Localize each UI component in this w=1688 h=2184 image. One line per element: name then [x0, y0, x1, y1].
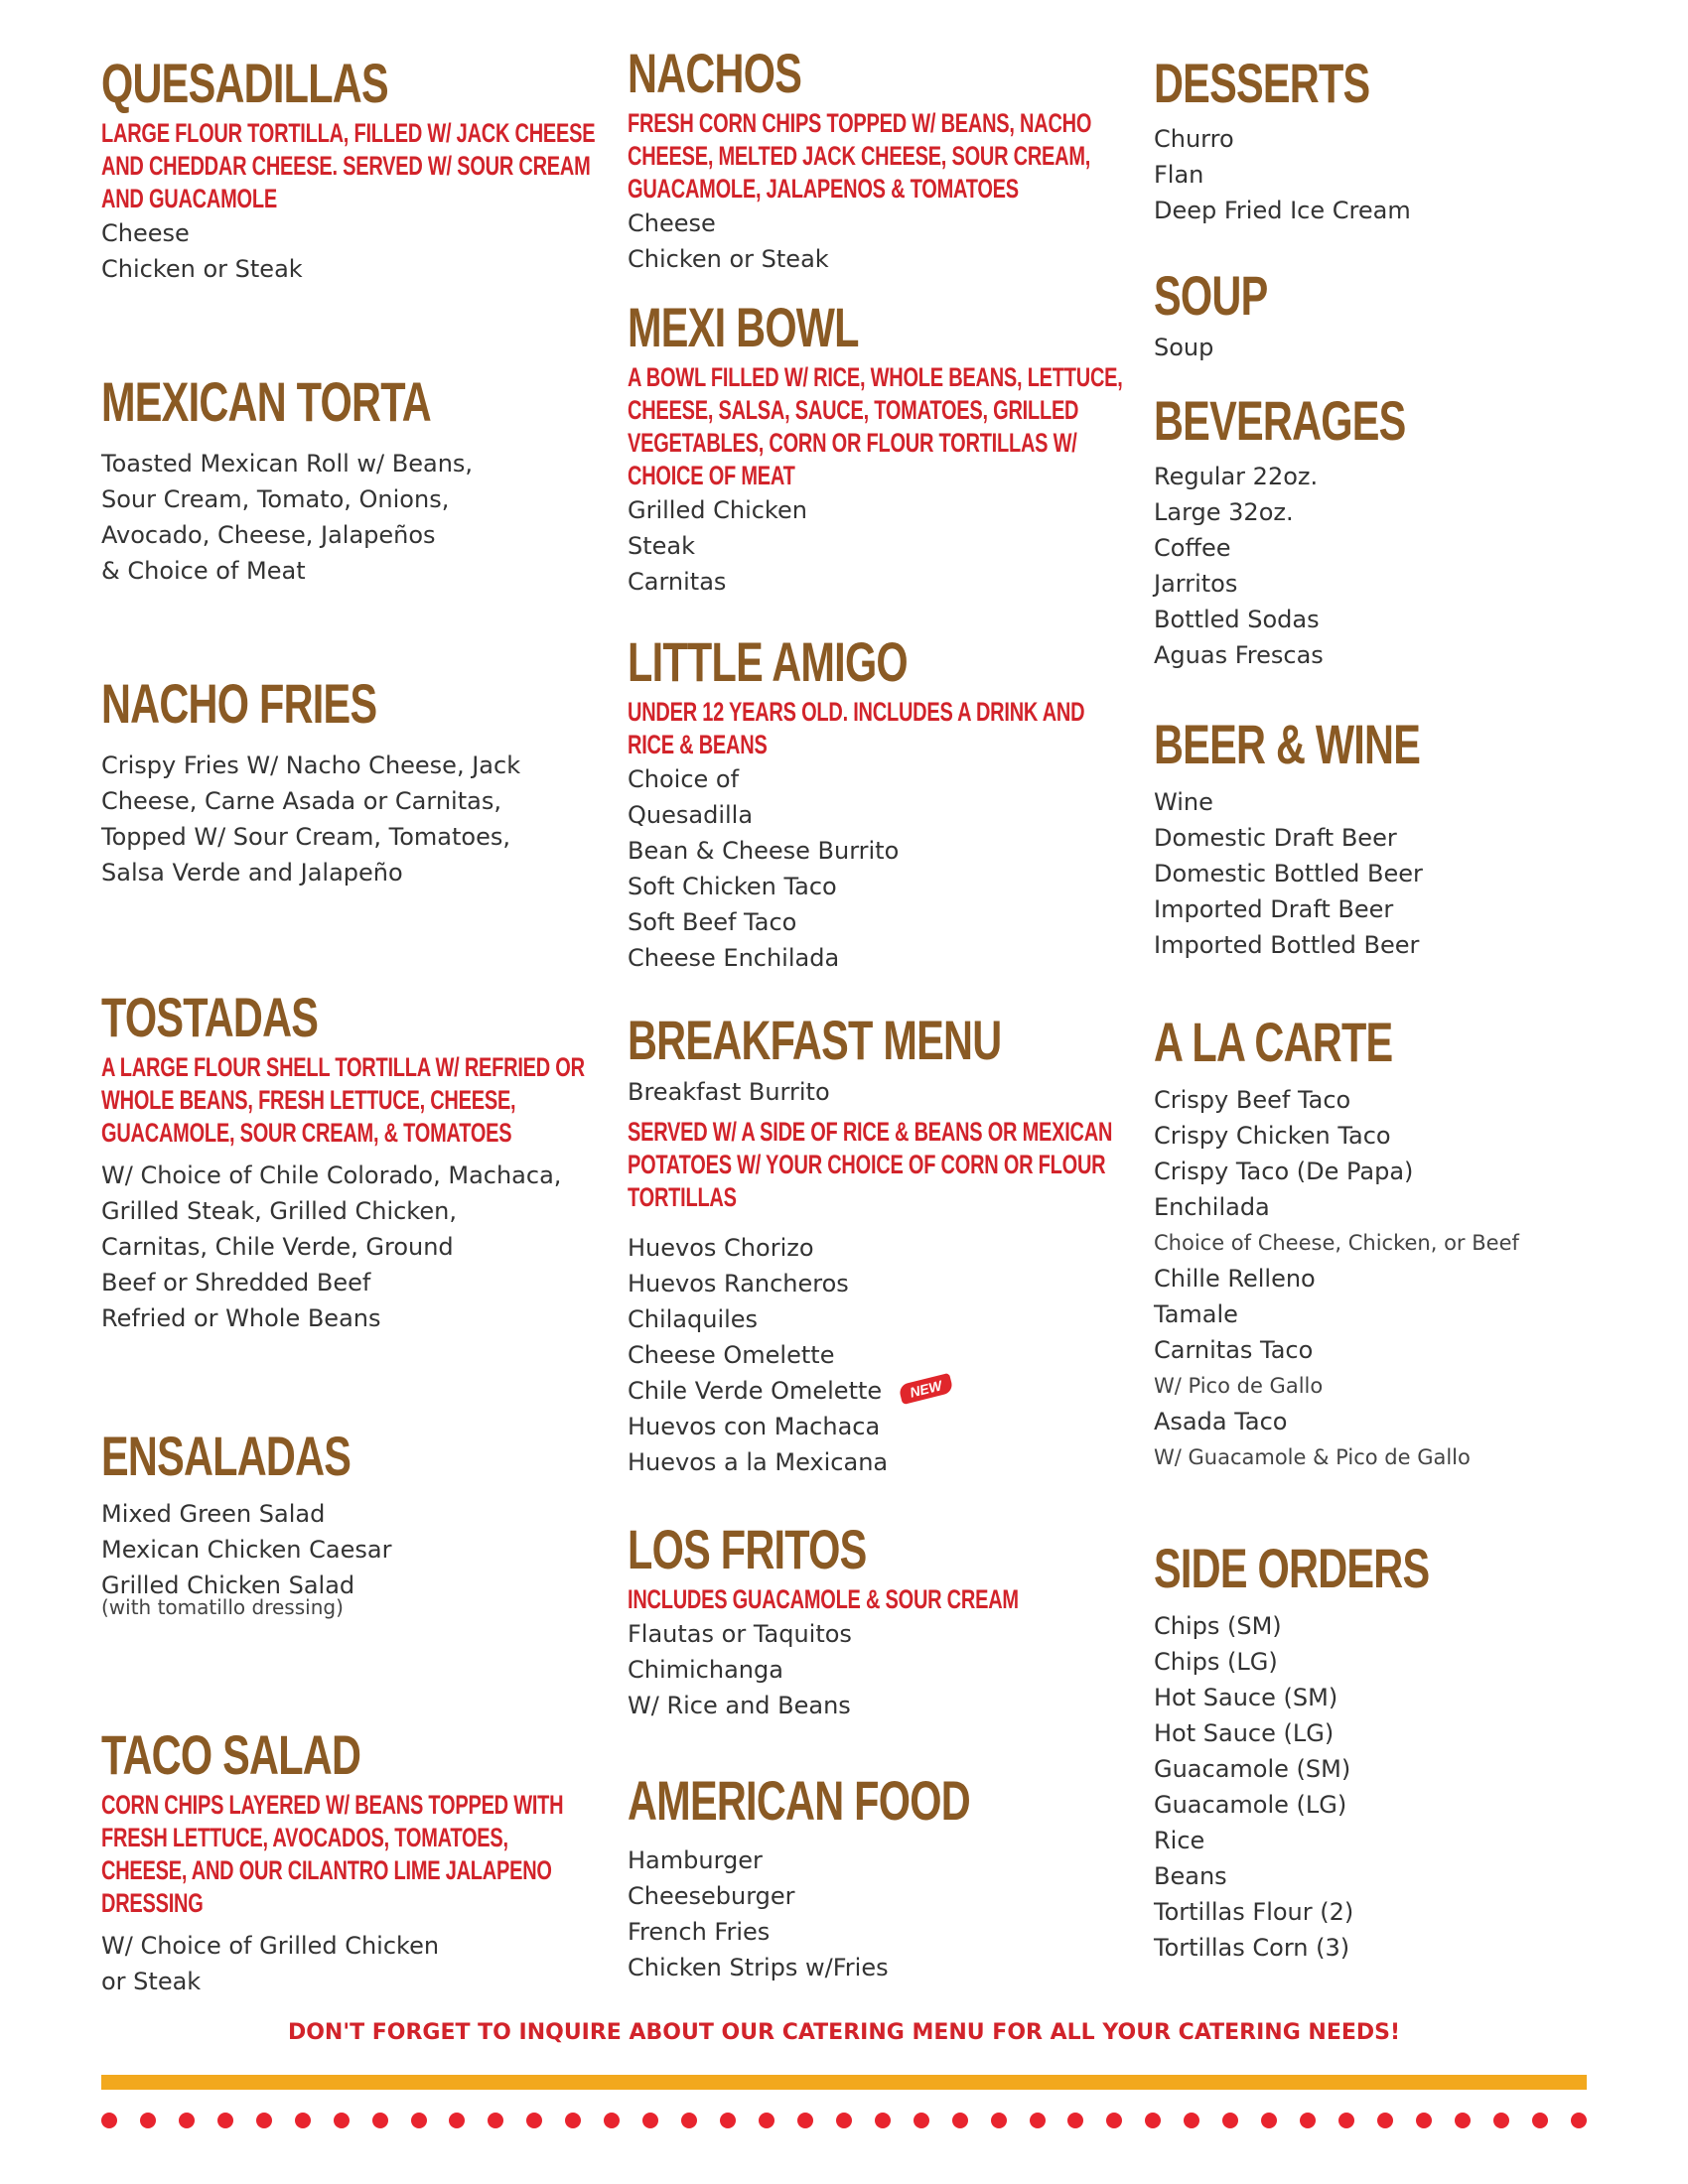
decorative-dot — [488, 2113, 503, 2128]
menu-item: Aguas Frescas — [1154, 641, 1324, 669]
menu-item: Tortillas Corn (3) — [1154, 1934, 1350, 1962]
decorative-dot — [334, 2113, 350, 2128]
section-soup — [1154, 266, 1670, 365]
section-description: UNDER 12 YEARS OLD. INCLUDES A DRINK AND RICE & BEANS — [628, 697, 1085, 759]
description-line: Avocado, Cheese, Jalapeños — [101, 521, 436, 549]
decorative-dot — [1455, 2113, 1471, 2128]
section-title: NACHO FRIES — [101, 672, 377, 735]
decorative-dot — [1067, 2113, 1083, 2128]
menu-item: Choice of — [628, 765, 740, 793]
decorative-dot — [642, 2113, 658, 2128]
section-desserts — [1154, 54, 1670, 228]
item-note: (with tomatillo dressing) — [101, 1595, 344, 1619]
section-title: SIDE ORDERS — [1154, 1537, 1430, 1599]
decorative-dot — [1338, 2113, 1354, 2128]
description-line: Crispy Fries W/ Nacho Cheese, Jack — [101, 751, 521, 779]
section-description: INCLUDES GUACAMOLE & SOUR CREAM — [628, 1584, 1019, 1614]
menu-item: Chicken Strips w/Fries — [628, 1954, 889, 1981]
decorative-dot — [991, 2113, 1007, 2128]
description-line: Toasted Mexican Roll w/ Beans, — [101, 450, 474, 478]
menu-item: Cheese Omelette — [628, 1341, 835, 1369]
menu-item: Cheeseburger — [628, 1882, 795, 1910]
menu-item: Flan — [1154, 161, 1204, 189]
section-description: CORN CHIPS LAYERED W/ BEANS TOPPED WITH FRESH LETTUCE, AVOCADOS, TOMATOES, CHEESE, AND OUR CILANTRO LIME JALAPENO DRESSING — [101, 1790, 564, 1918]
section-side-orders — [1154, 1539, 1670, 1966]
menu-item: Soft Chicken Taco — [628, 873, 837, 900]
menu-item: Mixed Green Salad — [101, 1500, 326, 1528]
menu-item: Crispy Chicken Taco — [1154, 1122, 1391, 1150]
menu-item: Grilled Chicken — [628, 496, 807, 524]
menu-item: Guacamole (LG) — [1154, 1791, 1347, 1819]
menu-item: Rice — [1154, 1827, 1205, 1854]
menu-item: Cheese — [628, 209, 716, 237]
menu-item: Beans — [1154, 1862, 1227, 1890]
menu-item: Tamale — [1154, 1300, 1238, 1328]
description-line: W/ Choice of Grilled Chicken — [101, 1932, 440, 1960]
menu-item: Steak — [628, 532, 696, 560]
menu-item: Flautas or Taquitos — [628, 1620, 852, 1648]
decorative-dot — [914, 2113, 929, 2128]
decorative-dot — [1145, 2113, 1161, 2128]
decorative-dot — [875, 2113, 891, 2128]
decorative-dot — [1571, 2113, 1587, 2128]
menu-item: Wine — [1154, 788, 1213, 816]
description-line: & Choice of Meat — [101, 557, 306, 585]
decorative-dot — [604, 2113, 620, 2128]
decorative-dot — [411, 2113, 427, 2128]
description-line: Refried or Whole Beans — [101, 1304, 381, 1332]
item-note: Choice of Cheese, Chicken, or Beef — [1154, 1231, 1519, 1255]
menu-item: Jarritos — [1154, 570, 1238, 598]
section-tostadas — [101, 988, 618, 1336]
section-mexi-bowl — [628, 298, 1144, 600]
menu-item: Chicken or Steak — [101, 255, 303, 283]
decorative-dot — [140, 2113, 156, 2128]
menu-item: Large 32oz. — [1154, 498, 1294, 526]
section-description: SERVED W/ A SIDE OF RICE & BEANS OR MEXICAN POTATOES W/ YOUR CHOICE OF CORN OR FLOUR TORTILLAS — [628, 1117, 1113, 1212]
menu-item: Hot Sauce (LG) — [1154, 1719, 1335, 1747]
section-title: NACHOS — [628, 42, 802, 104]
section-title: TOSTADAS — [101, 986, 319, 1048]
menu-item: Crispy Beef Taco — [1154, 1086, 1351, 1114]
decorative-dot — [372, 2113, 388, 2128]
section-beer-wine — [1154, 715, 1670, 963]
section-title: QUESADILLAS — [101, 52, 388, 114]
decorative-dot — [101, 2113, 117, 2128]
section-little-amigo — [628, 632, 1144, 976]
menu-item: Domestic Bottled Beer — [1154, 860, 1423, 887]
section-title: TACO SALAD — [101, 1723, 361, 1786]
menu-item: Hot Sauce (SM) — [1154, 1684, 1338, 1711]
section-nachos — [628, 44, 1144, 277]
description-line: Beef or Shredded Beef — [101, 1269, 371, 1297]
section-breakfast-menu — [628, 1011, 1144, 1480]
menu-item: Imported Bottled Beer — [1154, 931, 1420, 959]
menu-item: Grilled Chicken Salad — [101, 1571, 355, 1599]
decorative-dot — [1377, 2113, 1393, 2128]
section-ensaladas — [101, 1427, 618, 1619]
description-line: Carnitas, Chile Verde, Ground — [101, 1233, 454, 1261]
decorative-dot — [1416, 2113, 1432, 2128]
section-nacho-fries — [101, 674, 618, 890]
footer-divider-bar — [101, 2075, 1587, 2090]
decorative-dot-row — [101, 2111, 1587, 2130]
section-american-food — [628, 1771, 1144, 1985]
menu-item: Chimichanga — [628, 1656, 783, 1684]
decorative-dot — [1532, 2113, 1548, 2128]
menu-item: Hamburger — [628, 1846, 763, 1874]
decorative-dot — [1493, 2113, 1509, 2128]
menu-item: Huevos a la Mexicana — [628, 1448, 889, 1476]
menu-item-with-badge — [628, 1373, 1144, 1409]
menu-item: Coffee — [1154, 534, 1231, 562]
section-title: LITTLE AMIGO — [628, 630, 908, 693]
section-description: FRESH CORN CHIPS TOPPED W/ BEANS, NACHO CHEESE, MELTED JACK CHEESE, SOUR CREAM, GUACAMOLE, JALAPENOS & TOMATOES — [628, 108, 1092, 204]
menu-item: Cheese — [101, 219, 190, 247]
section-title: DESSERTS — [1154, 52, 1370, 114]
description-line: Sour Cream, Tomato, Onions, — [101, 485, 450, 513]
menu-item: Chille Relleno — [1154, 1265, 1316, 1293]
decorative-dot — [526, 2113, 542, 2128]
menu-item: Domestic Draft Beer — [1154, 824, 1397, 852]
new-badge-icon: NEW — [898, 1373, 953, 1405]
section-title: SOUP — [1154, 264, 1268, 327]
menu-item: W/ Rice and Beans — [628, 1692, 851, 1719]
menu-item: Bean & Cheese Burrito — [628, 837, 900, 865]
decorative-dot — [179, 2113, 195, 2128]
decorative-dot — [759, 2113, 774, 2128]
section-taco-salad — [101, 1725, 618, 1999]
menu-item: Carnitas — [628, 568, 727, 596]
description-line: Topped W/ Sour Cream, Tomatoes, — [101, 823, 510, 851]
section-mexican-torta — [101, 372, 618, 589]
menu-item: Cheese Enchilada — [628, 944, 840, 972]
menu-item: Regular 22oz. — [1154, 463, 1319, 490]
menu-item: Mexican Chicken Caesar — [101, 1536, 392, 1564]
menu-item: Carnitas Taco — [1154, 1336, 1314, 1364]
menu-item: Bottled Sodas — [1154, 606, 1320, 633]
menu-item: Chilaquiles — [628, 1305, 759, 1333]
item-note: W/ Pico de Gallo — [1154, 1374, 1324, 1398]
menu-item: Enchilada — [1154, 1193, 1270, 1221]
decorative-dot — [217, 2113, 233, 2128]
description-line: Salsa Verde and Jalapeño — [101, 859, 403, 887]
menu-item: Imported Draft Beer — [1154, 895, 1394, 923]
menu-item: Guacamole (SM) — [1154, 1755, 1351, 1783]
decorative-dot — [1261, 2113, 1277, 2128]
decorative-dot — [256, 2113, 272, 2128]
decorative-dot — [1030, 2113, 1046, 2128]
menu-item: Crispy Taco (De Papa) — [1154, 1158, 1414, 1185]
section-los-fritos — [628, 1520, 1144, 1723]
section-title: BREAKFAST MENU — [628, 1009, 1002, 1071]
section-description: A LARGE FLOUR SHELL TORTILLA W/ REFRIED OR WHOLE BEANS, FRESH LETTUCE, CHEESE, GUACAMOLE, SOUR CREAM, & TOMATOES — [101, 1052, 585, 1148]
description-line: or Steak — [101, 1968, 202, 1995]
menu-item: Huevos con Machaca — [628, 1413, 881, 1440]
section-title: AMERICAN FOOD — [628, 1769, 970, 1832]
section-title: ENSALADAS — [101, 1425, 352, 1487]
section-a-la-carte — [1154, 1013, 1670, 1475]
section-description: LARGE FLOUR TORTILLA, FILLED W/ JACK CHEESE AND CHEDDAR CHEESE. SERVED W/ SOUR CREAM AND GUACAMOLE — [101, 118, 596, 213]
section-title: MEXI BOWL — [628, 296, 859, 358]
section-title: BEER & WINE — [1154, 713, 1421, 775]
menu-item: Churro — [1154, 125, 1234, 153]
menu-item: Chips (LG) — [1154, 1648, 1278, 1676]
decorative-dot — [1300, 2113, 1316, 2128]
menu-item: Breakfast Burrito — [628, 1078, 830, 1106]
decorative-dot — [1106, 2113, 1122, 2128]
description-line: Grilled Steak, Grilled Chicken, — [101, 1197, 457, 1225]
description-line: Cheese, Carne Asada or Carnitas, — [101, 787, 501, 815]
decorative-dot — [720, 2113, 736, 2128]
decorative-dot — [952, 2113, 968, 2128]
decorative-dot — [565, 2113, 581, 2128]
menu-item: Huevos Chorizo — [628, 1234, 814, 1262]
item-note: W/ Guacamole & Pico de Gallo — [1154, 1445, 1471, 1469]
decorative-dot — [295, 2113, 311, 2128]
menu-item: Soft Beef Taco — [628, 908, 797, 936]
menu-item-label: Chile Verde Omelette — [628, 1377, 883, 1405]
section-title: MEXICAN TORTA — [101, 370, 431, 433]
menu-item: Chicken or Steak — [628, 245, 829, 273]
description-line: W/ Choice of Chile Colorado, Machaca, — [101, 1161, 562, 1189]
decorative-dot — [1184, 2113, 1199, 2128]
section-title: A LA CARTE — [1154, 1011, 1393, 1073]
section-title: BEVERAGES — [1154, 389, 1406, 452]
menu-item: Deep Fried Ice Cream — [1154, 197, 1411, 224]
section-beverages — [1154, 391, 1670, 673]
menu-item: Asada Taco — [1154, 1408, 1288, 1435]
section-description: A BOWL FILLED W/ RICE, WHOLE BEANS, LETTUCE, CHEESE, SALSA, SAUCE, TOMATOES, GRILLED VEGETABLES, CORN OR FLOUR TORTILLAS W/ CHOICE OF MEAT — [628, 362, 1123, 490]
menu-item: Quesadilla — [628, 801, 754, 829]
section-quesadillas — [101, 54, 618, 287]
menu-item: Tortillas Flour (2) — [1154, 1898, 1354, 1926]
section-title: LOS FRITOS — [628, 1518, 867, 1580]
menu-item: French Fries — [628, 1918, 771, 1946]
decorative-dot — [449, 2113, 465, 2128]
menu-item: Chips (SM) — [1154, 1612, 1282, 1640]
decorative-dot — [836, 2113, 852, 2128]
decorative-dot — [681, 2113, 697, 2128]
menu-item: Soup — [1154, 334, 1214, 361]
menu-item: Huevos Rancheros — [628, 1270, 849, 1297]
catering-note: DON'T FORGET TO INQUIRE ABOUT OUR CATERING MENU FOR ALL YOUR CATERING NEEDS! — [287, 2020, 1401, 2045]
decorative-dot — [1222, 2113, 1238, 2128]
decorative-dot — [797, 2113, 813, 2128]
